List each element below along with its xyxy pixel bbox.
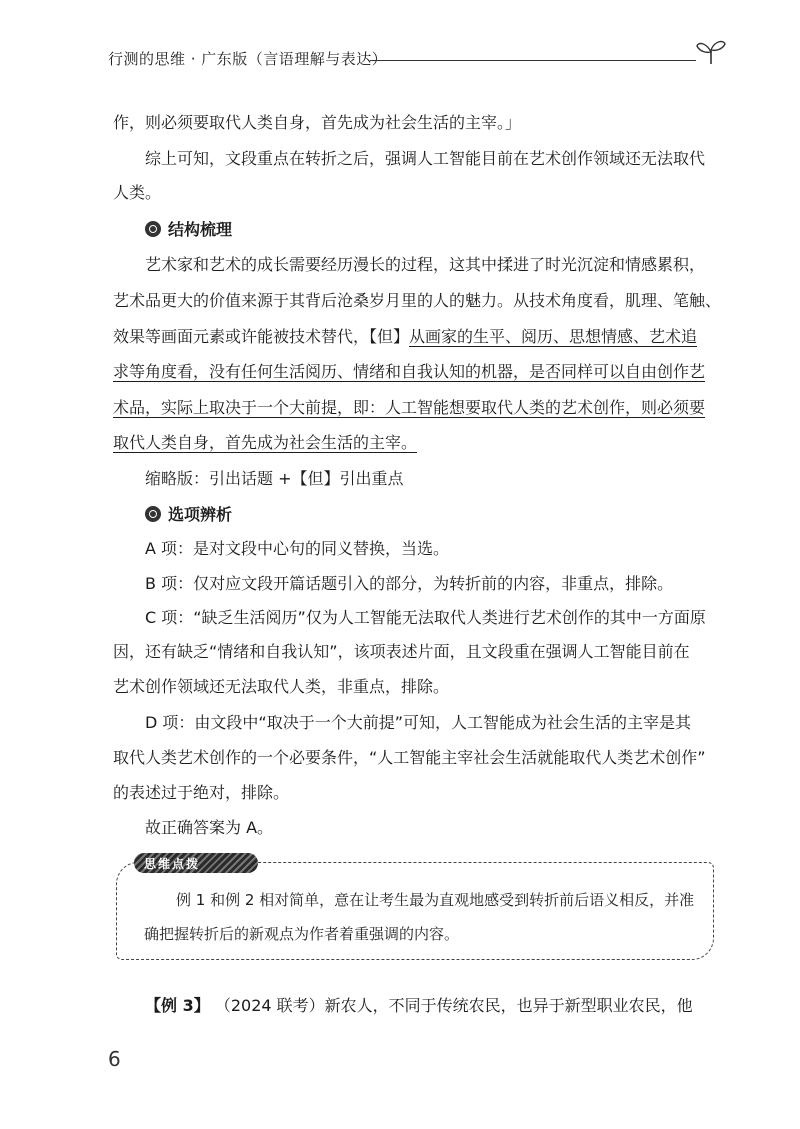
structure-heading-text: 结构梳理 [168, 220, 233, 239]
sprout-icon [694, 34, 728, 68]
options-heading-text: 选项辨析 [168, 505, 233, 524]
summary-line-1: 综上可知，文段重点在转折之后，强调人工智能目前在艺术创作领域还无法取代 [145, 149, 706, 168]
running-header [108, 46, 713, 78]
tip-line-2: 确把握转折后的新观点为作者着重强调的内容。 [144, 925, 460, 943]
structure-line-5: 术品，实际上取决于一个大前提，即：人工智能想要取代人类的艺术创作，则必须要 [113, 398, 706, 417]
tip-tag [134, 853, 258, 873]
header-rule [370, 60, 696, 61]
option-c-line-3: 艺术创作领域还无法取代人类，非重点，排除。 [113, 677, 450, 696]
structure-line-3: 效果等画面元素或许能被技术替代，【但】从画家的生平、阅历、思想情感、艺术追 [113, 327, 698, 346]
example-label-close: 】 [193, 996, 210, 1015]
structure-heading [145, 217, 232, 240]
option-b: B 项：仅对应文段开篇话题引入的部分，为转折前的内容，非重点，排除。 [145, 574, 674, 593]
page-number: 6 [108, 1047, 121, 1071]
example-3-line [145, 994, 693, 1018]
option-a: A 项：是对文段中心句的同义替换，当选。 [145, 539, 450, 558]
structure-line-6: 取代人类自身，首先成为社会生活的主宰。 [113, 433, 418, 452]
continued-quote-line: 作，则必须要取代人类自身，首先成为社会生活的主宰。」 [113, 113, 522, 132]
section-bullet-icon [145, 506, 161, 522]
option-d-line-3: 的表述过于绝对，排除。 [113, 783, 290, 802]
structure-line-1: 艺术家和艺术的成长需要经历漫长的过程，这其中揉进了时光沉淀和情感累积， [145, 255, 706, 274]
option-c-line-1: C 项：“缺乏生活阅历”仅为人工智能无法取代人类进行艺术创作的其中一方面原 [145, 608, 706, 627]
section-bullet-icon [145, 221, 161, 237]
condensed-version: 缩略版：引出话题 +【但】引出重点 [145, 469, 404, 488]
key-sentence-underline: 从画家的生平、阅历、思想情感、艺术追 [409, 327, 698, 346]
option-d-line-1: D 项：由文段中“取决于一个大前提”可知，人工智能成为社会生活的主宰是其 [145, 713, 691, 732]
summary-line-2: 人类。 [113, 183, 162, 202]
answer-line: 故正确答案为 A。 [145, 818, 274, 837]
tip-tag-text: 思维点拨 [144, 857, 201, 871]
option-c-line-2: 因，还有缺乏“情绪和自我认知”，该项表述片面，且文段重在强调人工智能目前在 [113, 642, 690, 661]
example-text: （2024 联考）新农人，不同于传统农民，也异于新型职业农民，他 [214, 996, 693, 1015]
header-title: 行测的思维 · 广东版（言语理解与表达） [108, 50, 388, 68]
example-label: 例 3 [161, 996, 194, 1015]
option-d-line-2: 取代人类艺术创作的一个必要条件，“人工智能主宰社会生活就能取代人类艺术创作” [113, 748, 706, 767]
structure-line-4: 求等角度看，没有任何生活阅历、情绪和自我认知的机器，是否同样可以自由创作艺 [113, 362, 706, 381]
structure-line-2: 艺术品更大的价值来源于其背后沧桑岁月里的人的魅力。从技术角度看，肌理、笔触、 [113, 291, 722, 310]
tip-line-1: 例 1 和例 2 相对简单，意在让考生最为直观地感受到转折前后语义相反，并准 [176, 891, 695, 909]
example-label-open: 【 [145, 996, 162, 1015]
options-heading [145, 502, 232, 525]
